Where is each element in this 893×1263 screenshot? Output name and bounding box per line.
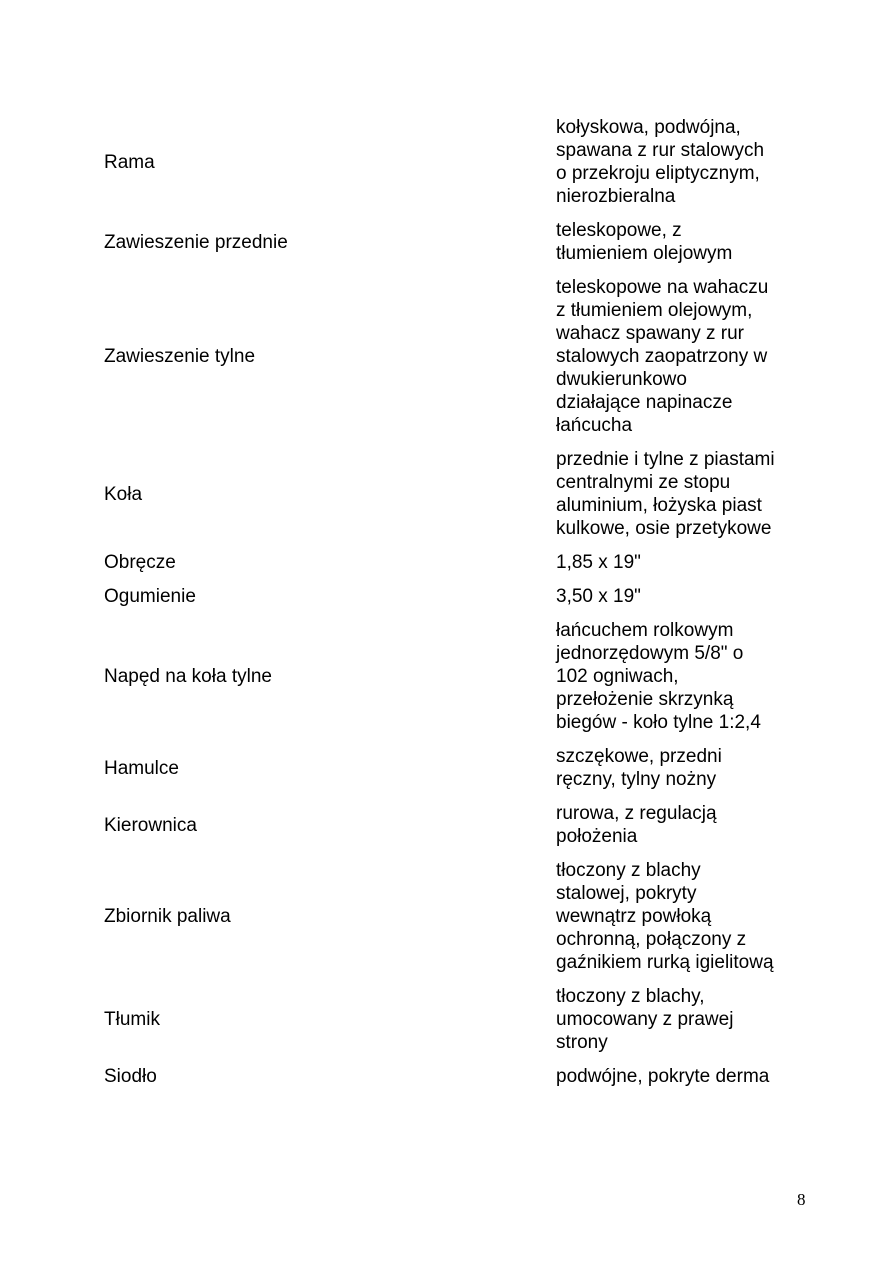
spec-label: Ogumienie [104,586,196,607]
spec-value [556,219,796,265]
spec-row [104,745,804,791]
spec-value [556,619,796,734]
spec-value-line: wahacz spawany z rur [556,323,744,344]
spec-label: Zawieszenie tylne [104,346,256,367]
spec-value-line: teleskopowe, z [556,220,682,241]
spec-value-line: przednie i tylne z piastami [556,449,775,470]
spec-value-line: szczękowe, przedni [556,746,722,767]
spec-label: Napęd na koła tylne [104,666,272,687]
spec-value-line: nierozbieralna [556,186,676,207]
spec-value-line: przełożenie skrzynką [556,689,734,710]
spec-row [104,802,804,848]
spec-label: Zawieszenie przednie [104,231,288,253]
spec-value [556,585,796,608]
spec-value-line: stalowej, pokryty [556,883,697,904]
spec-value-line: strony [556,1032,608,1053]
spec-value-line: stalowych zaopatrzony w [556,346,768,367]
spec-row [104,276,804,437]
spec-row [104,219,804,265]
spec-value-line: z tłumieniem olejowym, [556,300,753,321]
spec-value-line: położenia [556,826,638,847]
spec-value-line: dwukierunkowo [556,369,687,390]
spec-value-line: tłoczony z blachy [556,860,701,881]
spec-label: Kierownica [104,814,197,836]
spec-row [104,448,804,540]
spec-label: Obręcze [104,552,176,573]
spec-value [556,745,796,791]
spec-value-line: łańcuchem rolkowym [556,620,734,641]
spec-value-line: umocowany z prawej [556,1009,734,1030]
spec-value [556,116,796,208]
spec-value [556,802,796,848]
spec-label: Zbiornik paliwa [104,906,231,927]
spec-value-line: tłoczony z blachy, [556,986,705,1007]
spec-value-line: rurowa, z regulacją [556,803,717,824]
spec-label: Hamulce [104,757,179,779]
spec-value-line: teleskopowe na wahaczu [556,277,769,298]
spec-row [104,551,804,574]
spec-value-line: aluminium, łożyska piast [556,495,762,516]
spec-value-line: tłumieniem olejowym [556,243,733,264]
spec-value-line: kołyskowa, podwójna, [556,117,741,138]
spec-label: Rama [104,151,155,173]
spec-value-line: jednorzędowym 5/8" o [556,643,744,664]
spec-value-line: 3,50 x 19" [556,586,641,607]
spec-value [556,985,796,1054]
spec-value-line: 1,85 x 19" [556,552,641,573]
spec-row [104,859,804,974]
spec-value [556,551,796,574]
spec-label: Siodło [104,1066,157,1087]
spec-label: Tłumik [104,1009,160,1030]
page-number: 8 [797,1190,806,1209]
spec-value-line: działające napinacze [556,392,733,413]
spec-value [556,859,796,974]
spec-label: Koła [104,483,143,505]
spec-value [556,448,796,540]
spec-value [556,1065,796,1088]
spec-value-line: ręczny, tylny nożny [556,769,717,790]
spec-row [104,985,804,1054]
spec-value-line: kulkowe, osie przetykowe [556,518,772,539]
spec-row [104,1065,804,1088]
spec-value-line: podwójne, pokryte derma [556,1066,770,1087]
spec-row [104,116,804,208]
spec-value-line: wewnątrz powłoką [556,906,712,927]
spec-row [104,619,804,734]
spec-value-line: ochronną, połączony z [556,929,747,950]
spec-value-line: gaźnikiem rurką igielitową [556,952,774,973]
spec-value-line: 102 ogniwach, [556,666,679,687]
spec-value-line: łańcucha [556,415,633,436]
spec-value-line: centralnymi ze stopu [556,472,731,493]
specification-table [104,116,804,1124]
spec-row [104,585,804,608]
spec-value-line: biegów - koło tylne 1:2,4 [556,712,761,733]
spec-value-line: o przekroju eliptycznym, [556,163,760,184]
spec-value-line: spawana z rur stalowych [556,140,765,161]
spec-value [556,276,796,437]
